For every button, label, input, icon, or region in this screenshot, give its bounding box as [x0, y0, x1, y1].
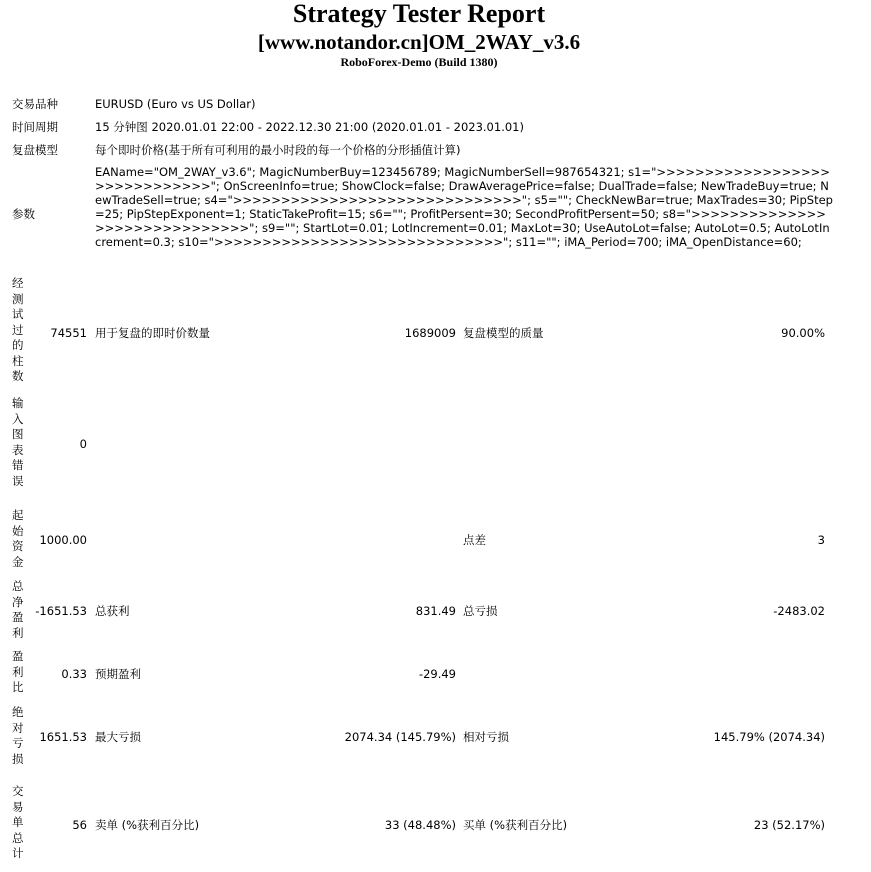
- maxdd-value: 2074.34 (145.79%): [344, 730, 456, 744]
- params-value: EAName="OM_2WAY_v3.6"; MagicNumberBuy=123456789; MagicNumberSell=987654321; s1=">>>>>>>>>>>>>>>>>>>>>>>>>>>>>>"; OnScreenInfo=true; ShowClock=false; DrawAveragePrice=false; DualTrade=false; NewTradeBuy=true; NewTradeSell=true; s4=">>>>>>>>>>>>>>>>>>>>>>>>>>>>>>"; s5=""; CheckNewBar=true; MaxTrades=30; PipStep=25; PipStepExponent=1; StaticTakeProfit=15; s6=""; ProfitPersent=30; SecondProfitPersent=50; s8=">>>>>>>>>>>>>>>>>>>>>>>>>>>>>>"; s9=""; StartLot=0.01; LotIncrement=0.01; MaxLot=30; UseAutoLot=false; AutoLot=0.5; AutoLotIncrement=0.3; s10=">>>>>>>>>>>>>>>>>>>>>>>>>>>>>>"; s11=""; iMA_Period=700; iMA_OpenDistance=60;: [95, 165, 833, 249]
- symbol-value: EURUSD (Euro vs US Dollar): [95, 97, 256, 111]
- short-label: 卖单 (%获利百分比): [95, 818, 200, 832]
- reldd-value: 145.79% (2074.34): [713, 730, 825, 744]
- grossprofit-label: 总获利: [95, 604, 130, 618]
- period-value: 15 分钟图 2020.01.01 22:00 - 2022.12.30 21:00 (2020.01.01 - 2023.01.01): [95, 120, 524, 134]
- deposit-value: 1000.00: [39, 533, 87, 547]
- long-value: 23 (52.17%): [753, 818, 825, 832]
- trades-value: 56: [72, 818, 87, 832]
- spread-label: 点差: [463, 533, 486, 547]
- short-value: 33 (48.48%): [384, 818, 456, 832]
- grossloss-value: -2483.02: [773, 604, 825, 618]
- model-label: 复盘模型: [12, 143, 58, 157]
- netprofit-value: -1651.53: [35, 604, 87, 618]
- errors-value: 0: [79, 437, 87, 451]
- expected-label: 预期盈利: [95, 667, 141, 681]
- long-label: 买单 (%获利百分比): [463, 818, 568, 832]
- quality-label: 复盘模型的质量: [463, 326, 544, 340]
- grossloss-label: 总亏损: [463, 604, 498, 618]
- grossprofit-value: 831.49: [415, 604, 456, 618]
- spread-value: 3: [817, 533, 825, 547]
- pf-value: 0.33: [61, 667, 87, 681]
- errors-label: 输入图表错误: [12, 396, 24, 488]
- model-value: 每个即时价格(基于所有可利用的最小时段的每一个价格的分形插值计算): [95, 143, 461, 157]
- period-label: 时间周期: [12, 120, 58, 134]
- report-subtitle: [www.notandor.cn]OM_2WAY_v3.6: [257, 30, 581, 54]
- absdd-value: 1651.53: [39, 730, 87, 744]
- report-title: Strategy Tester Report: [292, 0, 546, 28]
- ticks-value: 1689009: [404, 326, 456, 340]
- trades-label: 交易单总计: [12, 784, 24, 860]
- absdd-label: 绝对亏损: [12, 705, 24, 766]
- maxdd-label: 最大亏损: [95, 730, 141, 744]
- broker-build: RoboForex-Demo (Build 1380): [340, 55, 498, 69]
- reldd-label: 相对亏损: [463, 730, 509, 744]
- bars-label: 经测试过的柱数: [12, 276, 24, 383]
- quality-value: 90.00%: [781, 326, 825, 340]
- params-label: 参数: [12, 207, 35, 221]
- symbol-label: 交易品种: [12, 97, 58, 111]
- expected-value: -29.49: [418, 667, 456, 681]
- bars-value: 74551: [50, 326, 87, 340]
- ticks-label: 用于复盘的即时价数量: [95, 326, 210, 340]
- netprofit-label: 总净盈利: [12, 579, 24, 640]
- pf-label: 盈利比: [12, 649, 24, 694]
- deposit-label: 起始资金: [12, 508, 24, 569]
